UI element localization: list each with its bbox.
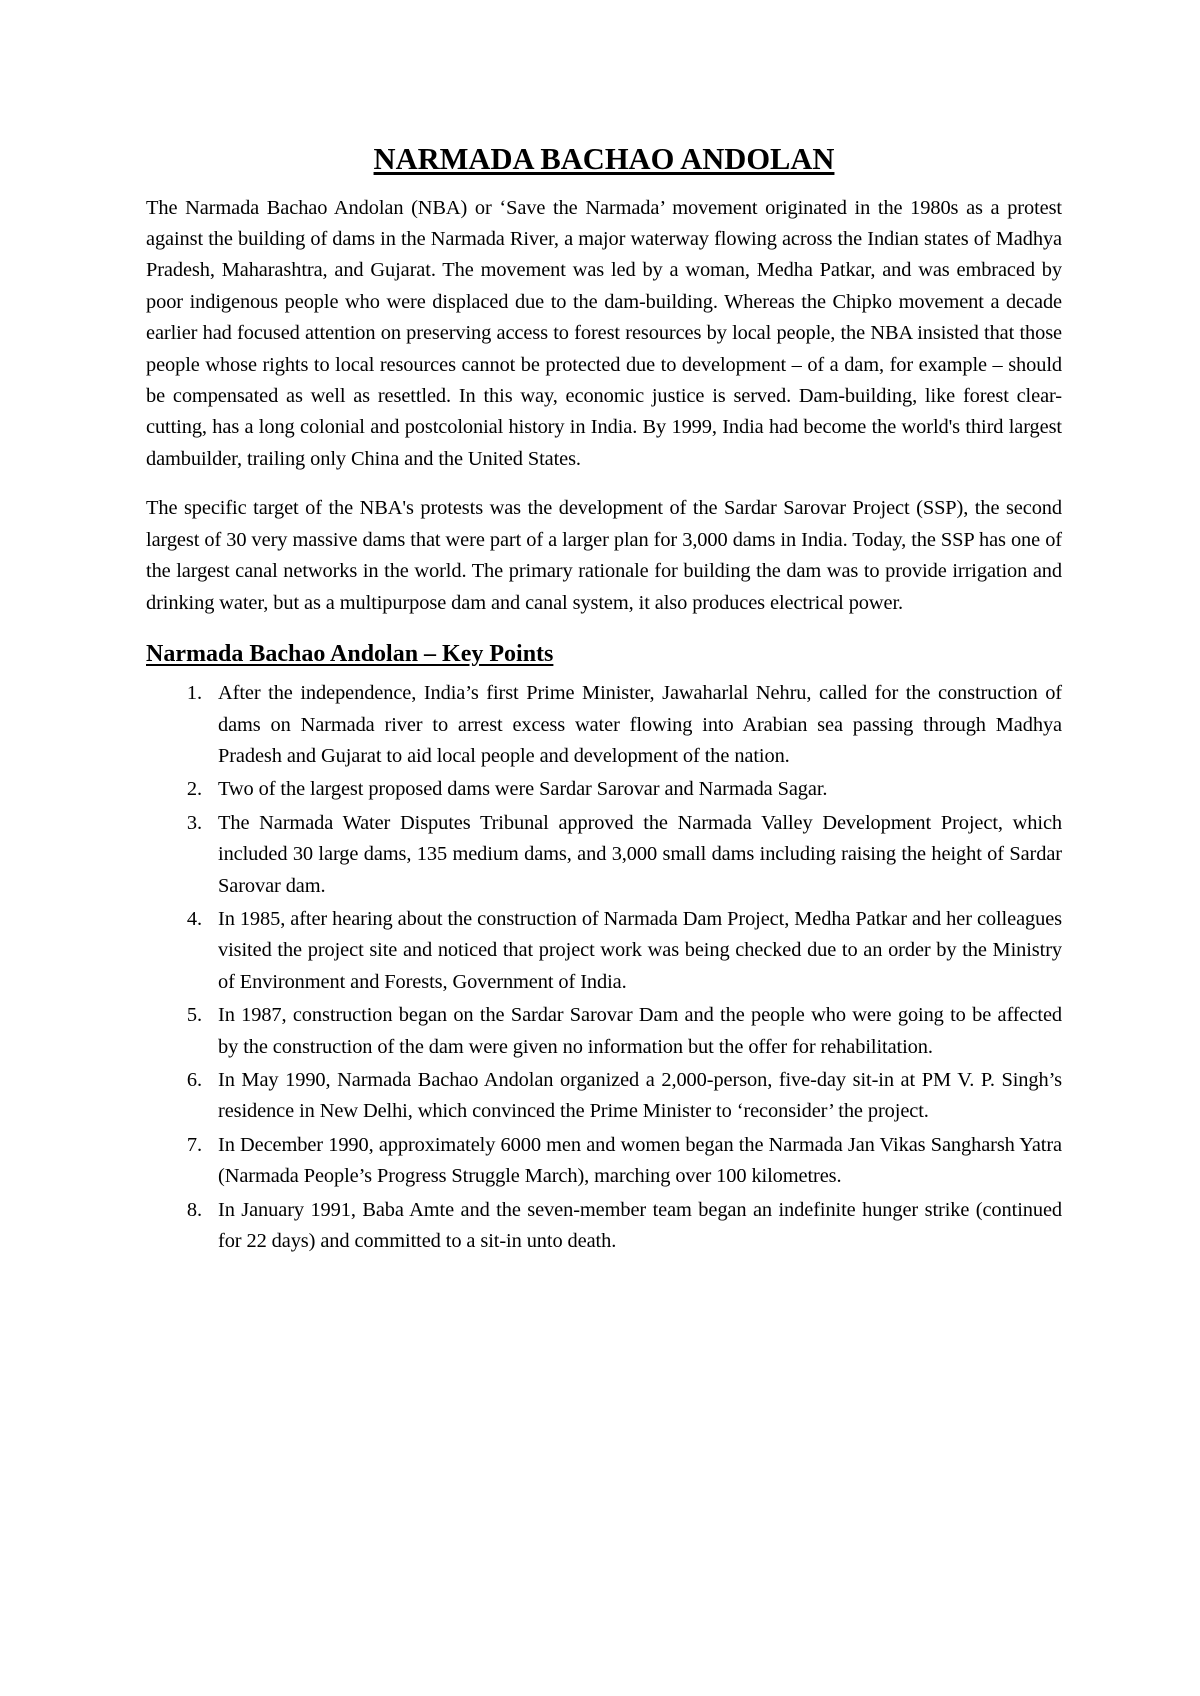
- list-item-text: In 1985, after hearing about the construction of Narmada Dam Project, Medha Patkar and her colleagues visited the project site and noticed that project work was being checked due to an order by the Ministry of Environment and Forests, Government of India.: [218, 907, 1062, 993]
- list-item-text: The Narmada Water Disputes Tribunal approved the Narmada Valley Development Project, which included 30 large dams, 135 medium dams, and 3,000 small dams including raising the height of Sardar Sarovar dam.: [218, 811, 1062, 897]
- intro-paragraph: The Narmada Bachao Andolan (NBA) or ‘Save the Narmada’ movement originated in the 1980s as a protest against the building of dams in the Narmada River, a major waterway flowing across the Indian states of Madhya Pradesh, Maharashtra, and Gujarat. The movement was led by a woman, Medha Patkar, and was embraced by poor indigenous people who were displaced due to the dam-building. Whereas the Chipko movement a decade earlier had focused attention on preserving access to forest resources by local people, the NBA insisted that those people whose rights to local resources cannot be protected due to development – of a dam, for example – should be compensated as well as resettled. In this way, economic justice is served. Dam-building, like forest clear-cutting, has a long colonial and postcolonial history in India. By 1999, India had become the world's third largest dambuilder, trailing only China and the United States.: [146, 196, 1062, 470]
- list-item-text: In May 1990, Narmada Bachao Andolan organized a 2,000-person, five-day sit-in at PM V. P. Singh’s residence in New Delhi, which convinced the Prime Minister to ‘reconsider’ the project.: [218, 1068, 1062, 1123]
- key-points-heading: Narmada Bachao Andolan – Key Points: [146, 640, 554, 667]
- list-item-number: 8.: [186, 1198, 202, 1221]
- list-item: [146, 1065, 1062, 1128]
- ssp-paragraph: The specific target of the NBA's protests was the development of the Sardar Sarovar Project (SSP), the second largest of 30 very massive dams that were part of a larger plan for 3,000 dams in India. Today, the SSP has one of the largest canal networks in the world. The primary rationale for building the dam was to provide irrigation and drinking water, but as a multipurpose dam and canal system, it also produces electrical power.: [146, 497, 1062, 614]
- list-item-number: 4.: [186, 907, 202, 930]
- list-item: [146, 904, 1062, 998]
- list-item-text: In January 1991, Baba Amte and the seven-member team began an indefinite hunger strike (continued for 22 days) and committed to a sit-in unto death.: [218, 1198, 1062, 1253]
- list-item-text: After the independence, India’s first Prime Minister, Jawaharlal Nehru, called for the construction of dams on Narmada river to arrest excess water flowing into Arabian sea passing through Madhya Pradesh and Gujarat to aid local people and development of the nation.: [218, 682, 1062, 767]
- list-item-text: Two of the largest proposed dams were Sardar Sarovar and Narmada Sagar.: [218, 778, 828, 801]
- list-item: [146, 808, 1062, 902]
- list-item-number: 5.: [186, 1004, 202, 1027]
- list-item-text: In December 1990, approximately 6000 men and women began the Narmada Jan Vikas Sangharsh Yatra (Narmada People’s Progress Struggle March), marching over 100 kilometres.: [218, 1133, 1062, 1188]
- list-item: [146, 1130, 1062, 1193]
- key-points-list: [146, 678, 1062, 1257]
- list-item: [146, 1195, 1062, 1258]
- list-item: [146, 678, 1062, 772]
- list-item-number: 3.: [186, 811, 202, 834]
- list-item-number: 2.: [186, 778, 202, 801]
- list-item: [146, 1000, 1062, 1063]
- document-page: [146, 140, 1062, 1259]
- list-item-number: 6.: [186, 1068, 202, 1091]
- list-item-number: 1.: [186, 682, 202, 705]
- page-title: NARMADA BACHAO ANDOLAN: [373, 142, 835, 176]
- list-item-number: 7.: [186, 1133, 202, 1156]
- list-item: [146, 774, 1062, 805]
- list-item-text: In 1987, construction began on the Sardar Sarovar Dam and the people who were going to be affected by the construction of the dam were given no information but the offer for rehabilitation.: [218, 1004, 1062, 1058]
